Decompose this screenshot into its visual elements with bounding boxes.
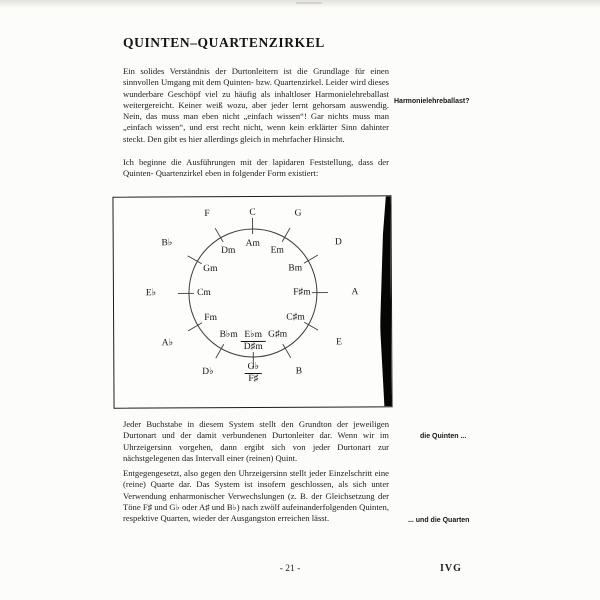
minor-key-label: Cm — [197, 287, 211, 299]
major-key-label: A — [351, 287, 359, 298]
major-key-label: B♭ — [161, 238, 173, 249]
major-key-label: G♭ F♯ — [245, 362, 262, 384]
major-key-label: D — [335, 237, 342, 248]
minor-key-label: E♭m D♯m — [241, 330, 266, 352]
minor-key-label: Fm — [204, 312, 218, 323]
figure-circle-of-fifths — [112, 195, 392, 408]
imprint: IVG — [440, 563, 462, 574]
major-key-label: D♭ — [202, 366, 214, 377]
minor-key-label: F♯m — [293, 287, 311, 298]
minor-key-label: B♭m — [219, 330, 238, 341]
minor-key-label: C♯m — [286, 311, 305, 323]
paragraph-quints: Jeder Buchstabe in diesem System stellt den Grundton der jeweiligen Durtonart und der damit verbundenen Durtonleiter dar. Wenn wir im Uhrzeigersinn vorgehen, dann ergibt sich von jeder Durtonart zur nächstgelegenen das Intervall einer (reinen) Quint. — [123, 419, 389, 463]
margin-note-harmonielehreballast: Harmonielehreballast? — [394, 98, 470, 105]
paragraph-quarts: Entgegengesetzt, also gegen den Uhrzeigersinn stellt jeder Einzelschritt eine (reine) Quarte dar. Das System ist insofern geschlossen, als sich unter Verwendung enharmonischer Verwechslungen (z. B. der Gleichsetzung der Töne F♯ und G♭ oder A♯ und B♭) nach zwölf aufeinanderfolgenden Quinten, respektive Quarten, wieder der Ausgangston erreichen lässt. — [123, 468, 389, 524]
major-key-label: E — [336, 336, 342, 347]
major-key-label: B — [295, 366, 303, 377]
major-key-label: A♭ — [161, 337, 174, 348]
paragraph-lead-in: Ich beginne die Ausführungen mit der lapidaren Feststellung, dass der Quinten- Quartenzirkel eben in folgender Form existiert: — [123, 157, 389, 179]
minor-key-label: G♯m — [268, 329, 288, 341]
page-title: QUINTEN–QUARTENZIRKEL — [123, 35, 325, 50]
paragraph-intro: Ein solides Verständnis der Durtonleitern ist die Grundlage für einen sinnvollen Umgang mit dem Quinten- bzw. Quartenzirkel. Leider wird dieses wunderbare Geschöpf viel zu häufig als inhaltloser Harmonielehreballast weitergereicht. Keiner weiß wozu, aber jeder lernt gehorsam auswendig. Nein, das muss man eben nicht „einfach wissen“! Gar nichts muss man „einfach wissen“, und erst recht nicht, wenn kein erklärter Sinn dahinter steckt. Den gibt es hier allerdings gleich in mehrfacher Hinsicht. — [123, 66, 390, 144]
major-key-label: E♭ — [145, 288, 157, 299]
minor-key-label: Em — [270, 245, 284, 256]
margin-note-quinten: die Quinten ... — [420, 433, 467, 440]
page-number: - 21 - — [279, 564, 301, 574]
major-key-label: F — [204, 209, 210, 220]
scan-artifact-mark — [296, 2, 322, 4]
minor-key-label: Gm — [203, 263, 218, 274]
major-key-label: G — [294, 208, 302, 219]
minor-key-label: Dm — [221, 245, 236, 256]
minor-key-label: Bm — [288, 262, 303, 274]
major-key-label: C — [249, 207, 256, 218]
margin-note-quarten: ... und die Quarten — [408, 517, 470, 524]
minor-key-label: Am — [245, 238, 260, 249]
